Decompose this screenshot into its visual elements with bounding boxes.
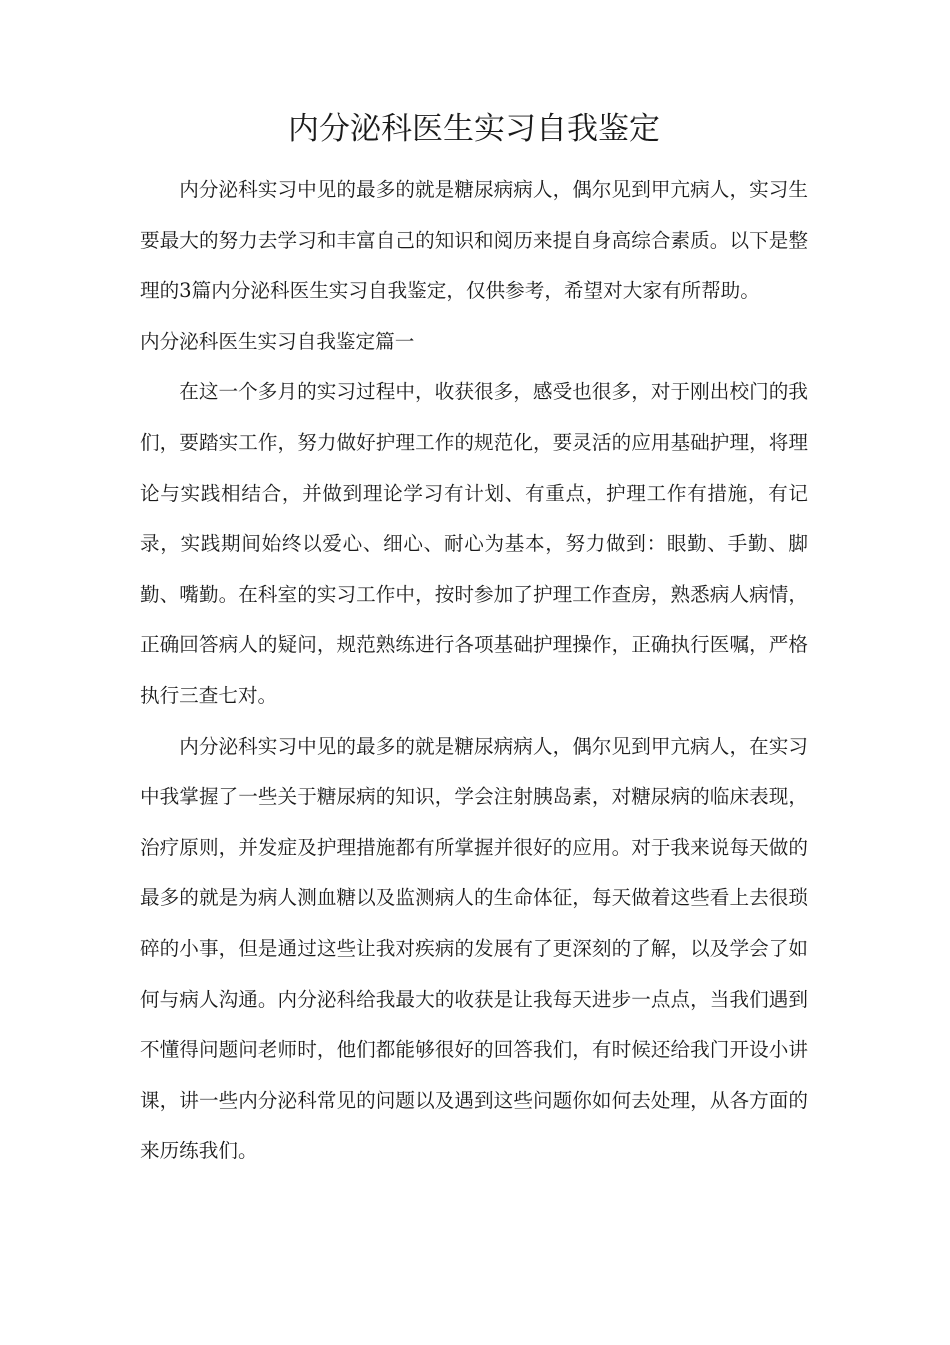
document-title: 内分泌科医生实习自我鉴定 [288,111,660,147]
body-paragraph-2: 内分泌科实习中见的最多的就是糖尿病病人，偶尔见到甲亢病人，在实习中我掌握了一些关于糖尿病的知识，学会注射胰岛素，对糖尿病的临床表现，治疗原则，并发症及护理措施都有所掌握并很好的应用。对于我来说每天做的最多的就是为病人测血糖以及监测病人的生命体征，每天做着这些看上去很琐碎的小事，但是通过这些让我对疾病的发展有了更深刻的了解，以及学会了如何与病人沟通。内分泌科给我最大的收获是让我每天进步一点点，当我们遇到不懂得问题问老师时，他们都能够很好的回答我们，有时候还给我门开设小讲课，讲一些内分泌科常见的问题以及遇到这些问题你如何去处理，从各方面的来历练我们。 [140,734,808,1163]
intro-paragraph: 内分泌科实习中见的最多的就是糖尿病病人，偶尔见到甲亢病人，实习生要最大的努力去学习和丰富自己的知识和阅历来提自身高综合素质。以下是整理的3篇内分泌科医生实习自我鉴定，仅供参考，希望对大家有所帮助。 [140,178,808,303]
body-paragraph-1: 在这一个多月的实习过程中，收获很多，感受也很多，对于刚出校门的我们，要踏实工作，努力做好护理工作的规范化，要灵活的应用基础护理，将理论与实践相结合，并做到理论学习有计划、有重点，护理工作有措施，有记录，实践期间始终以爱心、细心、耐心为基本，努力做到：眼勤、手勤、脚勤、嘴勤。在科室的实习工作中，按时参加了护理工作查房，熟悉病人病情，正确回答病人的疑问，规范熟练进行各项基础护理操作，正确执行医嘱，严格执行三查七对。 [140,380,808,707]
section-heading: 内分泌科医生实习自我鉴定篇一 [140,329,415,353]
document-body [140,165,808,1177]
